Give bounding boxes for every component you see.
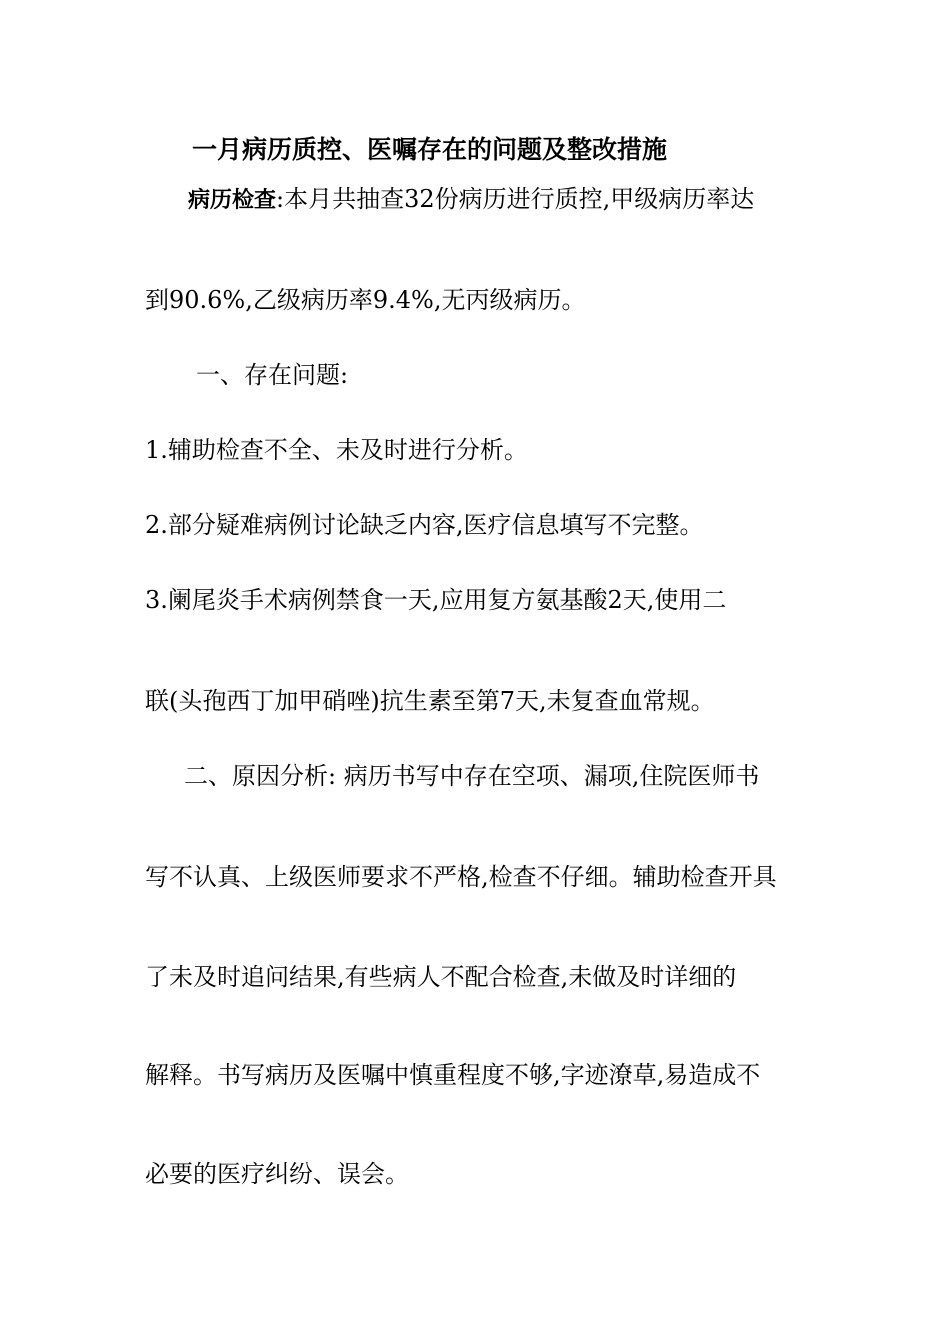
section1-item-3-line-1: 3.阑尾炎手术病例禁食一天,应用复方氨基酸2天,使用二 xyxy=(145,586,727,614)
section2-line-5: 必要的医疗纠纷、误会。 xyxy=(145,1160,409,1188)
section1-item-1: 1.辅助检查不全、未及时进行分析。 xyxy=(145,436,528,464)
section1-item-2: 2.部分疑难病例讨论缺乏内容,医疗信息填写不完整。 xyxy=(145,511,704,539)
section1-item-3-line-2: 联(头孢西丁加甲硝唑)抗生素至第7天,未复查血常规。 xyxy=(145,687,715,715)
intro-line-2: 到90.6%,乙级病历率9.4%,无丙级病历。 xyxy=(145,286,586,314)
section2-line-1: 二、原因分析: 病历书写中存在空项、漏项,住院医师书 xyxy=(184,762,760,790)
section2-line-3: 了未及时追问结果,有些病人不配合检查,未做及时详细的 xyxy=(145,963,737,991)
section2-line-4: 解释。书写病历及医嘱中慎重程度不够,字迹潦草,易造成不 xyxy=(145,1061,761,1089)
section2-line-2: 写不认真、上级医师要求不严格,检查不仔细。辅助检查开具 xyxy=(145,863,777,891)
intro-line-1-text: :本月共抽查32份病历进行质控,甲级病历率达 xyxy=(276,185,755,213)
intro-line-1 xyxy=(188,183,868,217)
section1-heading: 一、存在问题: xyxy=(196,361,349,389)
document-title: 一月病历质控、医嘱存在的问题及整改措施 xyxy=(192,135,668,164)
intro-label: 病历检查 xyxy=(188,188,277,213)
